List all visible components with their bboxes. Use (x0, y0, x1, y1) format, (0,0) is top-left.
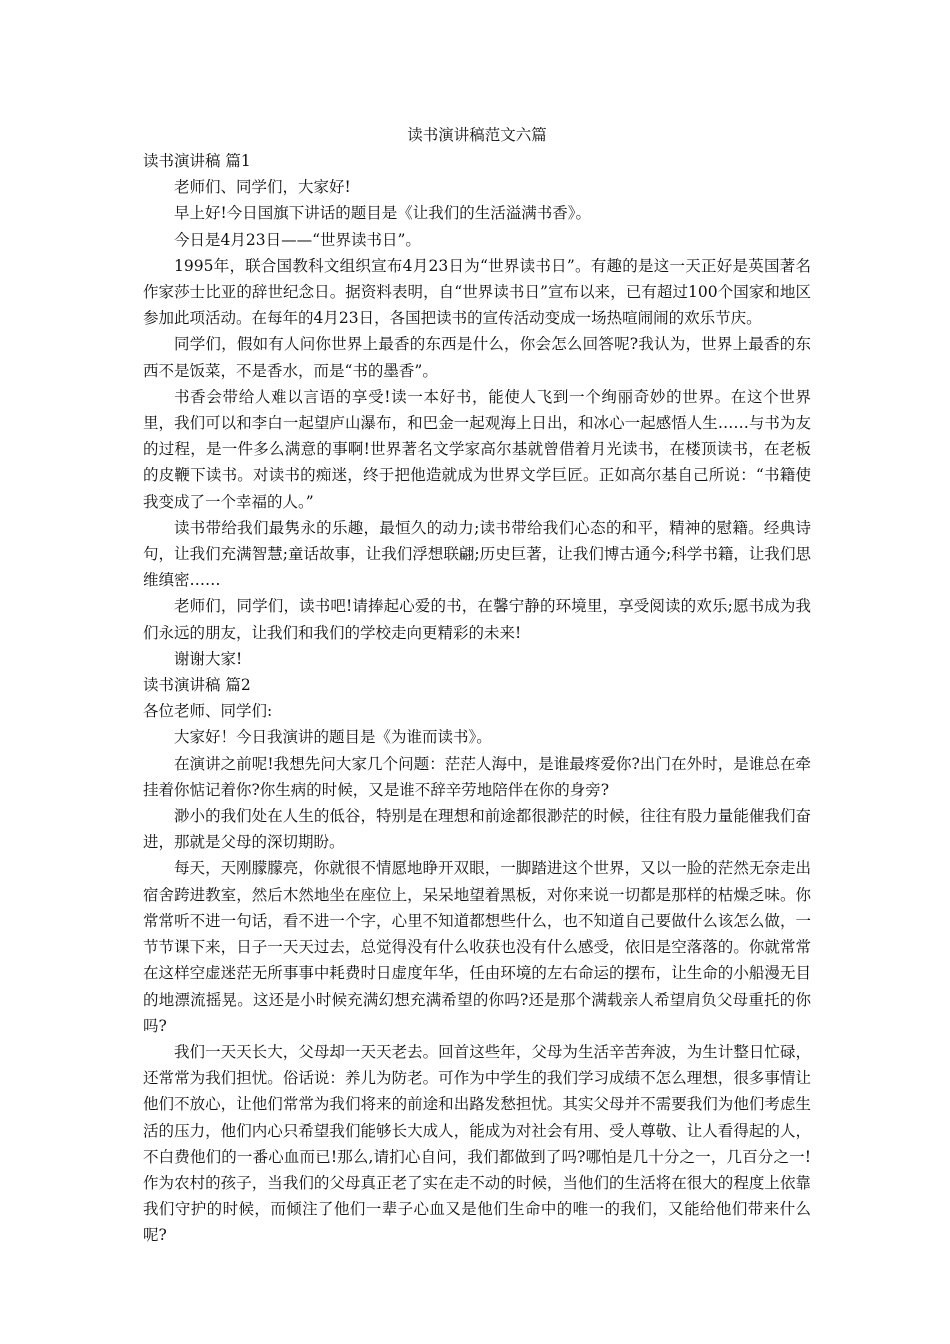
paragraph: 早上好!今日国旗下讲话的题目是《让我们的生活溢满书香》。 (174, 204, 591, 223)
section-2 (143, 672, 811, 1248)
paragraph: 谢谢大家! (174, 649, 243, 668)
paragraph: 1995年，联合国教科文组织宣布4月23日为“世界读书日”。有趣的是这一天正好是英国著名作家莎士比亚的辞世纪念日。据资料表明，自“世界读书日”宣布以来，已有超过100个国家和地区参加此项活动。在每年的4月23日，各国把读书的宣传活动变成一场热喧闹闹的欢乐节庆。 (143, 256, 811, 328)
paragraph: 今日是4月23日——“世界读书日”。 (174, 230, 421, 249)
section-heading: 读书演讲稿 篇2 (143, 676, 251, 695)
salutation: 各位老师、同学们: (143, 702, 273, 721)
document-title: 读书演讲稿范文六篇 (407, 126, 547, 144)
section-1 (143, 148, 811, 672)
paragraph: 老师们、同学们，大家好! (174, 178, 351, 197)
paragraph: 我们一天天长大，父母却一天天老去。回首这些年，父母为生活辛苦奔波，为生计整日忙碌，还常常为我们担忧。俗话说：养儿为防老。可作为中学生的我们学习成绩不怎么理想，很多事情让他们不放心，让他们常常为我们将来的前途和出路发愁担忧。其实父母并不需要我们为他们考虑生活的压力，他们内心只希望我们能够长大成人，能成为对社会有用、受人尊敬、让人看得起的人，不白费他们的一番心血而已!那么,请扪心自问，我们都做到了吗?哪怕是几十分之一，几百分之一!作为农村的孩子，当我们的父母真正老了实在走不动的时候，当他们的生活将在很大的程度上依靠我们守护的时候，而倾注了他们一辈子心血又是他们生命中的唯一的我们，又能给他们带来什么呢? (143, 1042, 811, 1245)
paragraph: 书香会带给人难以言语的享受!读一本好书，能使人飞到一个绚丽奇妙的世界。在这个世界里，我们可以和李白一起望庐山瀑布，和巴金一起观海上日出，和冰心一起感悟人生……与书为友的过程，是一件多么满意的事啊!世界著名文学家高尔基就曾借着月光读书，在楼顶读书，在老板的皮鞭下读书。对读书的痴迷，终于把他造就成为世界文学巨匠。正如高尔基自己所说：“书籍使我变成了一个幸福的人。” (143, 387, 811, 511)
paragraph: 同学们，假如有人问你世界上最香的东西是什么，你会怎么回答呢?我认为，世界上最香的东西不是饭菜，不是香水，而是“书的墨香”。 (143, 335, 811, 380)
paragraph: 在演讲之前呢!我想先问大家几个问题：茫茫人海中，是谁最疼爱你?出门在外时，是谁总在牵挂着你惦记着你?你生病的时候，又是谁不辞辛劳地陪伴在你的身旁? (143, 754, 811, 799)
paragraph: 老师们，同学们，读书吧!请捧起心爱的书，在馨宁静的环境里，享受阅读的欢乐;愿书成为我们永远的朋友，让我们和我们的学校走向更精彩的未来! (143, 597, 811, 642)
paragraph: 读书带给我们最隽永的乐趣，最恒久的动力;读书带给我们心态的和平，精神的慰籍。经典诗句，让我们充满智慧;童话故事，让我们浮想联翩;历史巨著，让我们博古通今;科学书籍，让我们思维缜密…… (143, 518, 811, 590)
paragraph: 大家好！今日我演讲的题目是《为谁而读书》。 (174, 728, 492, 747)
section-heading: 读书演讲稿 篇1 (143, 152, 251, 170)
paragraph: 渺小的我们处在人生的低谷，特别是在理想和前途都很渺茫的时候，往往有股力量能催我们奋进，那就是父母的深切期盼。 (143, 807, 811, 852)
paragraph: 每天，天刚朦朦亮，你就很不情愿地睁开双眼，一脚踏进这个世界，又以一脸的茫然无奈走出宿舍跨进教室，然后木然地坐在座位上，呆呆地望着黑板，对你来说一切都是那样的枯燥乏味。你常常听不进一句话，看不进一个字，心里不知道都想些什么，也不知道自己要做什么该怎么做，一节节课下来，日子一天天过去，总觉得没有什么收获也没有什么感受，依旧是空落落的。你就常常在这样空虚迷茫无所事事中耗费时日虚度年华，任由环境的左右命运的摆布，让生命的小船漫无目的地漂流摇晃。这还是小时候充满幻想充满希望的你吗?还是那个满载亲人希望肩负父母重托的你吗? (143, 859, 811, 1035)
